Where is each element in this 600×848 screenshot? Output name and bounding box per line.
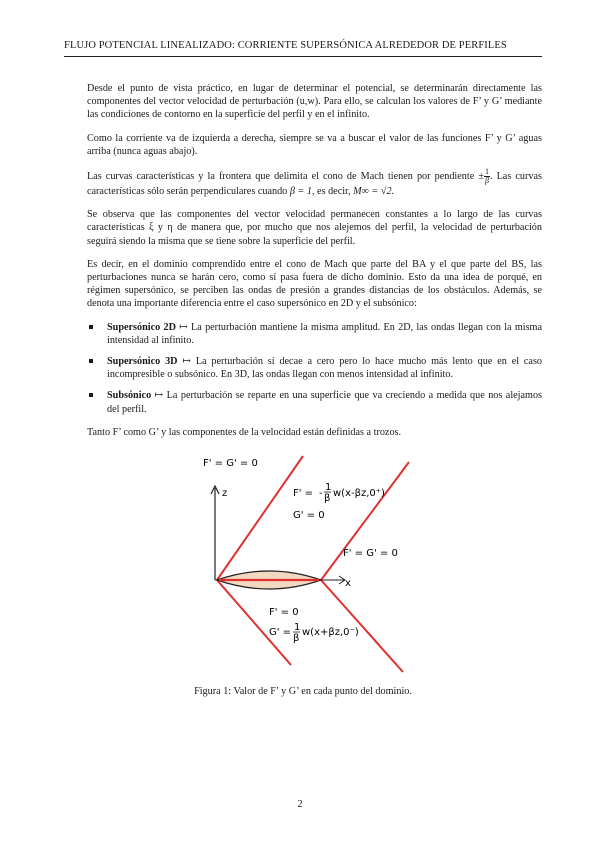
figure-1 <box>195 450 415 675</box>
list-item-term: Subsónico <box>107 390 152 402</box>
label-lower-f: F' = 0 <box>269 607 299 618</box>
closing-paragraph: Tanto F’ como G’ y las componentes de la velocidad están definidas a trozos. <box>87 426 402 438</box>
paragraph-characteristics <box>87 168 542 198</box>
label-upper-f-minus: - <box>319 488 323 499</box>
bullet-square-icon <box>89 393 93 397</box>
char-text-4: . <box>391 186 395 198</box>
maps-to-icon: ↦ <box>154 390 164 402</box>
list-item-text: La perturbación sí decae a cero pero lo hace mucho más lento que en el caso incompresible o subsónico. En 3D, las ondas llegan con menos intensidad al infinito. <box>107 356 543 381</box>
bullet-square-icon <box>89 325 93 329</box>
beta-condition: β = 1 <box>289 186 312 198</box>
list-item <box>87 389 542 415</box>
label-z-axis: z <box>222 488 228 499</box>
label-lower-frac-den: β <box>293 633 300 644</box>
label-lower-g-rhs: w(x+βz,0⁻) <box>302 627 359 638</box>
char-text-3: , es decir, <box>311 186 354 198</box>
paragraph-4: Es decir, en el dominio comprendido entre el cono de Mach que parte del BA y el que parte del BS, las perturbaciones nunca se harán cero, como sí pasa fuera de dicho dominio. Esto da una idea de porqué, en régimen supersónico, se perciben las ondas de presión a grandes distancias de los obstáculos. Además, se denota una importante diferencia entre el caso supersónico en 2D y el subsónico: <box>87 258 542 310</box>
label-upper-frac-num: 1 <box>325 482 332 493</box>
list-item <box>87 355 542 381</box>
list-item-term: Supersónico 3D <box>107 356 178 368</box>
paragraph-3: Se observa que las componentes del vector velocidad permanecen constantes a lo largo de las curvas características ξ y η de manera que, por mucho que nos alejemos del perfil, la velocidad de perturbación seguirá siendo la misma que se tiene sobre la superficie del perfil. <box>87 209 542 247</box>
label-lower-frac-num: 1 <box>294 622 301 633</box>
char-text-2: . Las curvas características sólo serán perpendiculares cuando <box>87 171 542 198</box>
regime-list <box>87 321 542 416</box>
mach-line-le-upper <box>217 456 303 580</box>
label-upper-g: G' = 0 <box>293 510 325 521</box>
label-upper-f-rhs: w(x-βz,0⁺) <box>333 488 385 499</box>
figure-caption: Figura 1: Valor de F’ y G’ en cada punto del dominio. <box>194 686 412 697</box>
char-text-1: Las curvas características y la frontera que delimita el cono de Mach tienen por pendiente ± <box>87 171 484 183</box>
list-item <box>87 321 542 347</box>
slope-num: 1 <box>484 167 489 177</box>
page-number: 2 <box>297 799 303 810</box>
bullet-square-icon <box>89 359 93 363</box>
maps-to-icon: ↦ <box>179 321 188 333</box>
label-upper-f-lhs: F' = <box>293 488 314 499</box>
running-header: FLUJO POTENCIAL LINEALIZADO: CORRIENTE SUPERSÓNICA ALREDEDOR DE PERFILES <box>64 40 507 51</box>
list-item-text: La perturbación se reparte en una superficie que va creciendo a medida que nos alejamos del perfil. <box>107 390 543 415</box>
header-rule <box>64 56 542 57</box>
label-x-axis: x <box>345 578 351 589</box>
paragraph-2: Como la corriente va de izquierda a derecha, siempre se va a buscar el valor de las funciones F’ y G’ aguas arriba (nunca aguas abajo). <box>87 132 542 157</box>
label-upper-frac-den: β <box>324 493 331 504</box>
mach-line-te-lower <box>321 580 403 672</box>
paragraph-1: Desde el punto de vista práctico, en lugar de determinar el potencial, se determinarán directamente las componentes del vector velocidad de perturbación (u,w). Para ello, se calculan los valores de F’ y G’ mediante las condiciones de contorno en la superficie del perfil y en el infinito. <box>87 83 542 121</box>
mach-line-te-upper <box>321 462 409 580</box>
mach-cone-diagram <box>195 450 415 675</box>
mach-condition: M∞ = √2 <box>353 186 392 198</box>
slope-den: β <box>484 176 489 186</box>
maps-to-icon: ↦ <box>182 356 191 368</box>
body-text <box>87 82 542 449</box>
list-item-term: Supersónico 2D <box>107 321 176 333</box>
label-lower-g-lhs: G' = <box>269 627 292 638</box>
label-top-left: F' = G' = 0 <box>203 458 258 469</box>
mach-line-le-lower <box>217 580 291 665</box>
label-right: F' = G' = 0 <box>343 548 398 559</box>
list-item-text: La perturbación mantiene la misma amplitud. En 2D, las ondas llegan con la misma intensidad al infinito. <box>107 321 542 346</box>
